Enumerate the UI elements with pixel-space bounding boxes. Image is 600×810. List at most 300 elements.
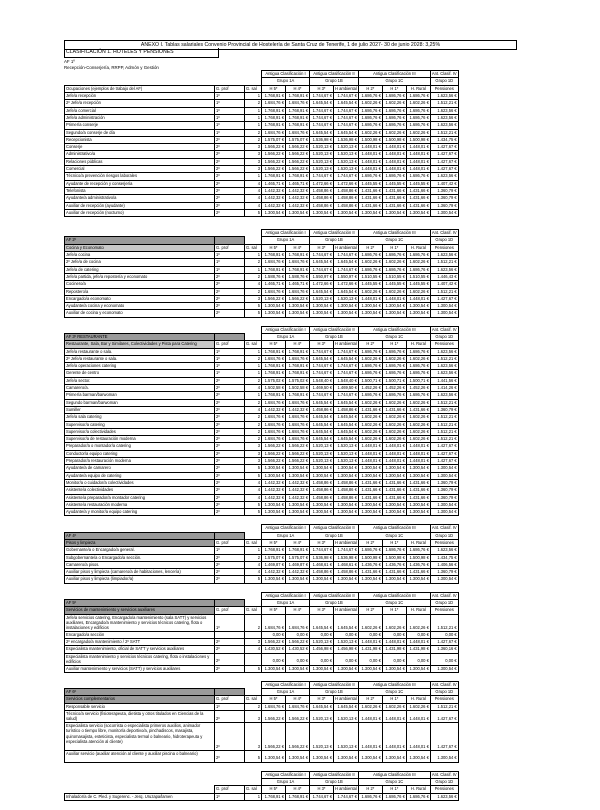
- g-sal-value: 1: [245, 93, 262, 100]
- g-prof-value: 2º: [215, 209, 245, 216]
- table-row: [65, 151, 459, 158]
- salary-value: 1.300,54 €: [286, 750, 310, 762]
- salary-value: 1.448,01 €: [382, 639, 406, 646]
- salary-value: 1.686,76 €: [406, 93, 430, 100]
- g-prof-value: 2º: [215, 202, 245, 209]
- occupation-label: Auxiliar pisos y limpieza (camarero/a de habitaciones, lencería): [65, 569, 215, 576]
- salary-value: 0,00 €: [382, 631, 406, 638]
- salary-value: 1.744,67 €: [310, 793, 334, 800]
- salary-sections: [64, 59, 600, 801]
- salary-value: 1.602,26 €: [406, 436, 430, 443]
- salary-value: 0,00 €: [286, 631, 310, 638]
- table-row: [65, 209, 459, 216]
- salary-value: 1.427,67 €: [430, 458, 458, 465]
- g-sal-value: 2: [245, 136, 262, 143]
- occupation-label: Auxiliar de recepción (nocturno): [65, 209, 215, 216]
- salary-value: 1.360,79 €: [430, 406, 458, 413]
- spacer: [245, 778, 262, 785]
- spacer: [65, 230, 215, 237]
- salary-value: 1.744,67 €: [334, 252, 359, 259]
- salary-value: 1.512,21 €: [430, 399, 458, 406]
- salary-value: 1.684,76 €: [286, 355, 310, 362]
- section-name: Servicios de mantenimiento y servicios auxiliares: [65, 607, 215, 614]
- salary-value: 1.448,01 €: [358, 158, 382, 165]
- salary-value: 1.623,56 €: [430, 348, 458, 355]
- subgroup-header: Grupo 1C: [358, 532, 430, 539]
- salary-value: 1.512,21 €: [430, 100, 458, 107]
- section-name: Recepción-Conserjería, RRPP, Admón y Gestión: [64, 64, 159, 70]
- salary-value: 0,00 €: [310, 631, 334, 638]
- table-row: [65, 750, 459, 762]
- g-prof-value: 1º: [215, 547, 245, 554]
- table-row: [65, 281, 459, 288]
- salary-value: 1.431,66 €: [406, 406, 430, 413]
- salary-value: 1.510,55 €: [358, 273, 382, 280]
- salary-value: 1.465,71 €: [262, 180, 286, 187]
- column-header: H. Rural: [406, 786, 430, 793]
- salary-value: 1.645,54 €: [334, 259, 359, 266]
- salary-value: 1.686,76 €: [358, 793, 382, 800]
- subgroup-header: Grupo 1B: [310, 78, 359, 85]
- salary-value: 1.427,67 €: [430, 711, 458, 723]
- occupation-label: Jefe/a sector.: [65, 377, 215, 384]
- column-header: H 4*: [286, 244, 310, 251]
- g-prof-value: 2º: [215, 665, 245, 672]
- salary-value: 1.448,01 €: [382, 443, 406, 450]
- salary-value: 1.300,54 €: [406, 472, 430, 479]
- salary-value: 1.300,54 €: [334, 472, 359, 479]
- salary-value: 1.448,01 €: [406, 639, 430, 646]
- table-row: [65, 295, 459, 302]
- salary-value: 1.431,98 €: [382, 646, 406, 653]
- salary-value: 1.602,26 €: [358, 355, 382, 362]
- g-sal-value: 2: [245, 399, 262, 406]
- salary-value: 1.500,98 €: [382, 554, 406, 561]
- salary-value: 1.623,56 €: [430, 392, 458, 399]
- salary-value: 1.520,13 €: [334, 639, 359, 646]
- salary-value: 1.645,54 €: [334, 428, 359, 435]
- salary-value: 1.684,76 €: [286, 614, 310, 631]
- salary-value: 1.458,86 €: [334, 406, 359, 413]
- spacer: [215, 230, 245, 237]
- salary-value: 1.686,76 €: [406, 363, 430, 370]
- salary-value: 1.430,52 €: [262, 646, 286, 653]
- salary-value: 1.744,67 €: [334, 348, 359, 355]
- subgroup-header: Grupo 1D: [430, 78, 458, 85]
- group-header: Antigua Clasificación I: [262, 525, 310, 532]
- salary-value: 1.448,01 €: [406, 458, 430, 465]
- table-row: [65, 639, 459, 646]
- salary-value: 1.442,32 €: [286, 202, 310, 209]
- salary-value: 1.431,66 €: [406, 187, 430, 194]
- salary-value: 1.768,91 €: [262, 266, 286, 273]
- salary-value: 1.512,21 €: [430, 421, 458, 428]
- subgroup-header: Grupo 1B: [310, 600, 359, 607]
- spacer: [245, 771, 262, 778]
- g-sal-value: 5: [245, 501, 262, 508]
- salary-value: 1.512,21 €: [430, 288, 458, 295]
- salary-value: 1.300,54 €: [334, 576, 359, 583]
- table-row: [65, 158, 459, 165]
- salary-value: 1.686,76 €: [382, 370, 406, 377]
- salary-value: 1.431,66 €: [406, 487, 430, 494]
- salary-value: 1.427,67 €: [430, 295, 458, 302]
- salary-section-table: [64, 229, 459, 318]
- occupation-label: Preparador/a o montador/a catering: [65, 443, 215, 450]
- salary-value: 1.768,91 €: [286, 252, 310, 259]
- salary-value: 1.520,13 €: [334, 151, 359, 158]
- occupation-label: Repostero/a: [65, 288, 215, 295]
- salary-value: 1.300,54 €: [430, 465, 458, 472]
- salary-value: 1.768,91 €: [262, 122, 286, 129]
- salary-value: 1.431,66 €: [358, 187, 382, 194]
- salary-value: 1.623,56 €: [430, 93, 458, 100]
- salary-value: 1.300,54 €: [406, 509, 430, 516]
- salary-section: [64, 592, 600, 673]
- g-sal-value: 4: [245, 569, 262, 576]
- column-header: H. Rural: [406, 696, 430, 703]
- salary-value: 1.623,56 €: [430, 252, 458, 259]
- group-header: Antigua Clasificación III: [358, 71, 430, 78]
- g-sal-value: 3: [245, 722, 262, 750]
- salary-value: 1.588,76 €: [262, 273, 286, 280]
- g-prof-value: 1º: [215, 122, 245, 129]
- salary-value: 1.602,26 €: [358, 414, 382, 421]
- salary-value: 1.431,66 €: [382, 479, 406, 486]
- salary-value: 1.684,76 €: [262, 614, 286, 631]
- salary-value: 1.686,76 €: [358, 370, 382, 377]
- salary-value: 1.768,91 €: [262, 793, 286, 800]
- salary-value: 1.686,76 €: [358, 266, 382, 273]
- occupation-label: Encargado/a economato: [65, 295, 215, 302]
- table-row: [65, 129, 459, 136]
- salary-value: 1.300,54 €: [382, 303, 406, 310]
- salary-value: 1.445,55 €: [382, 180, 406, 187]
- salary-value: 1.300,54 €: [262, 472, 286, 479]
- subgroup-header: Grupo 1B: [310, 237, 359, 244]
- table-row: [65, 202, 459, 209]
- column-header: Pensiones: [430, 607, 458, 614]
- salary-value: 1.458,86 €: [310, 195, 334, 202]
- salary-value: 1.360,79 €: [430, 202, 458, 209]
- salary-value: 1.602,26 €: [382, 100, 406, 107]
- salary-value: 1.602,26 €: [406, 428, 430, 435]
- table-row: [65, 443, 459, 450]
- salary-value: 1.465,71 €: [262, 281, 286, 288]
- spacer: [215, 326, 245, 333]
- group-header: Antigua Clasificación I: [262, 230, 310, 237]
- salary-value: 1.456,98 €: [334, 646, 359, 653]
- g-prof-value: 2º: [215, 561, 245, 568]
- g-prof-value: 2º: [215, 303, 245, 310]
- g-prof-value: 2º: [215, 310, 245, 317]
- salary-value: 1.686,76 €: [406, 173, 430, 180]
- salary-value: 1.684,76 €: [286, 259, 310, 266]
- spacer: [215, 689, 245, 696]
- salary-section: [64, 681, 600, 763]
- salary-value: 1.520,13 €: [334, 443, 359, 450]
- salary-value: 1.360,16 €: [430, 646, 458, 653]
- salary-value: 1.548,40 €: [334, 377, 359, 384]
- salary-value: 1.686,76 €: [358, 363, 382, 370]
- section-name: Restaurante, Sala, Bar y Similares, Colectividades y Pista para Catering: [65, 341, 215, 348]
- g-prof-value: 2º: [215, 554, 245, 561]
- spacer: [245, 592, 262, 599]
- salary-value: 1.448,01 €: [382, 711, 406, 723]
- occupation-label: Asistente/a restauración moderna: [65, 501, 215, 508]
- group-header: Antigua Clasificación II: [310, 326, 359, 333]
- salary-value: 1.744,67 €: [310, 370, 334, 377]
- group-header: Antigua Clasificación I: [262, 681, 310, 688]
- salary-value: 1.502,58 €: [262, 385, 286, 392]
- spacer: [215, 525, 245, 532]
- salary-value: 1.566,22 €: [262, 144, 286, 151]
- salary-value: 1.575,02 €: [286, 377, 310, 384]
- g-sal-header: G. sal: [245, 607, 262, 614]
- g-prof-value: 2º: [215, 501, 245, 508]
- salary-value: 1.768,91 €: [262, 93, 286, 100]
- salary-value: 1.566,22 €: [286, 151, 310, 158]
- salary-value: 1.500,98 €: [406, 554, 430, 561]
- salary-value: 1.768,91 €: [286, 547, 310, 554]
- salary-value: 1.602,26 €: [358, 288, 382, 295]
- salary-value: 1.300,54 €: [382, 501, 406, 508]
- subgroup-header: Grupo 1C: [358, 778, 430, 785]
- salary-value: 1.469,50 €: [334, 385, 359, 392]
- column-header: H. Rural: [406, 540, 430, 547]
- salary-value: 1.512,21 €: [430, 436, 458, 443]
- salary-value: 1.442,32 €: [286, 569, 310, 576]
- salary-section-table: [64, 70, 459, 217]
- g-prof-value: 2º: [215, 487, 245, 494]
- table-row: [65, 355, 459, 362]
- salary-value: 1.445,55 €: [406, 180, 430, 187]
- salary-value: 1.686,76 €: [406, 348, 430, 355]
- salary-value: 1.684,76 €: [262, 703, 286, 710]
- table-row: [65, 93, 459, 100]
- salary-value: 1.686,76 €: [406, 370, 430, 377]
- occupation-label: 2º Jefe/a de cocina: [65, 259, 215, 266]
- occupation-label: Supervisor/a colectividades: [65, 428, 215, 435]
- table-row: [65, 310, 459, 317]
- occupation-label: Responsable servicio: [65, 703, 215, 710]
- g-sal-value: 3: [245, 450, 262, 457]
- g-prof-value: 2º: [215, 458, 245, 465]
- salary-value: 0,00 €: [406, 631, 430, 638]
- g-prof-value: 2º: [215, 399, 245, 406]
- salary-value: 1.458,86 €: [334, 494, 359, 501]
- occupation-label: Ayudante/a administrativo/a: [65, 195, 215, 202]
- table-row: [65, 494, 459, 501]
- g-sal-value: 3: [245, 158, 262, 165]
- salary-value: 1.536,98 €: [310, 136, 334, 143]
- salary-value: 1.686,76 €: [382, 547, 406, 554]
- g-prof-value: 2º: [215, 479, 245, 486]
- section-area-label: AF 3º RESTAURANTE: [65, 333, 215, 340]
- salary-value: 1.468,61 €: [334, 561, 359, 568]
- table-row: [65, 703, 459, 710]
- table-row: [65, 465, 459, 472]
- salary-value: 1.520,13 €: [334, 295, 359, 302]
- salary-value: 1.456,98 €: [310, 646, 334, 653]
- salary-value: 1.445,55 €: [358, 180, 382, 187]
- table-row: [65, 173, 459, 180]
- column-header: H 1*: [382, 696, 406, 703]
- salary-value: 1.536,98 €: [334, 136, 359, 143]
- salary-value: 1.300,54 €: [430, 501, 458, 508]
- salary-value: 1.500,98 €: [358, 554, 382, 561]
- salary-value: 1.566,22 €: [286, 711, 310, 723]
- salary-value: 1.431,98 €: [406, 646, 430, 653]
- salary-value: 1.300,54 €: [406, 303, 430, 310]
- salary-value: 1.431,98 €: [358, 646, 382, 653]
- table-row: [65, 114, 459, 121]
- salary-value: 1.686,76 €: [406, 266, 430, 273]
- salary-value: 1.686,76 €: [382, 363, 406, 370]
- table-row: [65, 370, 459, 377]
- salary-value: 1.300,54 €: [382, 209, 406, 216]
- salary-value: 1.300,54 €: [406, 501, 430, 508]
- salary-value: 1.448,01 €: [406, 450, 430, 457]
- salary-value: 1.300,54 €: [262, 465, 286, 472]
- salary-value: 1.684,76 €: [262, 129, 286, 136]
- g-sal-value: 4: [245, 281, 262, 288]
- occupation-label: Jefe/a operaciones catering: [65, 363, 215, 370]
- occupation-label: Técnico/a servicio (fisioterapeuta, dietista y otros titulados en Ciencias de la salud): [65, 711, 215, 723]
- salary-value: 1.623,56 €: [430, 370, 458, 377]
- column-header: H ambiental: [335, 341, 357, 347]
- salary-value: 1.300,54 €: [430, 472, 458, 479]
- table-row: [65, 509, 459, 516]
- group-header: Antigua Clasificación III: [358, 230, 430, 237]
- column-header: H 5*: [262, 85, 286, 92]
- salary-value: 1.300,54 €: [430, 509, 458, 516]
- salary-section-table: [64, 326, 459, 517]
- salary-value: 1.458,86 €: [310, 406, 334, 413]
- g-sal-value: 4: [245, 646, 262, 653]
- salary-value: 1.684,76 €: [262, 428, 286, 435]
- salary-value: 1.520,13 €: [310, 443, 334, 450]
- table-row: [65, 646, 459, 653]
- g-prof-value: 2º: [215, 414, 245, 421]
- salary-value: 1.520,13 €: [334, 458, 359, 465]
- subgroup-header: Grupo 1B: [310, 333, 359, 340]
- g-sal-value: 4: [245, 187, 262, 194]
- section-area-label: AF 5º: [65, 600, 215, 607]
- salary-value: 1.566,22 €: [262, 166, 286, 173]
- salary-value: 1.623,56 €: [430, 114, 458, 121]
- salary-section: [64, 326, 600, 517]
- g-prof-value: 2º: [215, 443, 245, 450]
- spacer: [215, 71, 245, 78]
- spacer: [65, 592, 215, 599]
- salary-value: 1.360,79 €: [430, 479, 458, 486]
- salary-value: 1.623,56 €: [430, 173, 458, 180]
- occupation-label: Jefe/a comercial: [65, 107, 215, 114]
- salary-value: 1.744,67 €: [334, 107, 359, 114]
- salary-value: 1.300,54 €: [430, 310, 458, 317]
- occupation-label: Primer/a barman/barwoman: [65, 392, 215, 399]
- section-area-label: AF 1º: [64, 59, 75, 64]
- salary-value: 1.300,54 €: [358, 750, 382, 762]
- salary-value: 1.448,01 €: [406, 443, 430, 450]
- g-prof-value: 1º: [215, 614, 245, 631]
- salary-value: 1.431,66 €: [358, 494, 382, 501]
- salary-value: 1.602,26 €: [406, 355, 430, 362]
- salary-value: 1.686,76 €: [382, 107, 406, 114]
- subgroup-header: Grupo 1D: [430, 333, 458, 340]
- g-prof-value: 2º: [215, 569, 245, 576]
- salary-value: 1.686,76 €: [358, 107, 382, 114]
- salary-value: 1.300,54 €: [310, 501, 334, 508]
- spacer: [245, 333, 262, 340]
- salary-value: 1.360,79 €: [430, 187, 458, 194]
- column-header: H 2*: [358, 85, 382, 92]
- salary-value: 1.445,55 €: [406, 281, 430, 288]
- occupation-label: Telefonista: [65, 187, 215, 194]
- salary-value: 1.436,76 €: [382, 561, 406, 568]
- salary-value: 1.602,26 €: [358, 129, 382, 136]
- salary-value: 1.300,54 €: [358, 576, 382, 583]
- g-sal-value: 2: [245, 129, 262, 136]
- salary-value: 1.744,67 €: [310, 114, 334, 121]
- column-header: H. Rural: [406, 85, 430, 92]
- salary-value: 1.427,67 €: [430, 450, 458, 457]
- table-row: [65, 722, 459, 750]
- occupation-label: Preparador/a restauración moderna: [65, 458, 215, 465]
- salary-value: 1.686,76 €: [406, 547, 430, 554]
- salary-value: 1.427,67 €: [430, 151, 458, 158]
- salary-value: 1.300,54 €: [262, 750, 286, 762]
- g-sal-value: 4: [245, 195, 262, 202]
- occupation-label: Jefe/a sala catering: [65, 414, 215, 421]
- salary-section: [64, 229, 600, 318]
- salary-value: 1.645,54 €: [334, 436, 359, 443]
- salary-value: 1.300,54 €: [310, 665, 334, 672]
- group-header: Antigua Clasificación I: [262, 71, 310, 78]
- group-header: Antigua Clasificación III: [358, 681, 430, 688]
- salary-value: 1.686,76 €: [382, 266, 406, 273]
- column-header: H. Rural: [406, 341, 430, 348]
- group-header: Antigua Clasificación II: [310, 525, 359, 532]
- salary-value: 1.458,86 €: [310, 494, 334, 501]
- spacer: [215, 78, 245, 85]
- salary-value: 1.300,54 €: [406, 465, 430, 472]
- g-prof-value: 2º: [215, 576, 245, 583]
- g-prof-value: 1º: [215, 363, 245, 370]
- g-prof-value: 2º: [215, 180, 245, 187]
- g-prof-value: 2º: [215, 295, 245, 302]
- g-sal-value: 1: [245, 173, 262, 180]
- salary-value: 1.744,67 €: [310, 547, 334, 554]
- g-prof-value: 2º: [215, 653, 245, 665]
- column-header: H 4*: [286, 341, 310, 348]
- g-prof-value: 2º: [215, 281, 245, 288]
- salary-value: 0,00 €: [430, 631, 458, 638]
- salary-value: 1.645,54 €: [310, 100, 334, 107]
- group-header: Ant. Clasif. IV: [431, 771, 457, 777]
- spacer: [65, 681, 215, 688]
- salary-value: 1.566,22 €: [286, 295, 310, 302]
- salary-value: 1.686,76 €: [358, 252, 382, 259]
- salary-value: 1.300,54 €: [310, 303, 334, 310]
- g-prof-value: 2º: [215, 711, 245, 723]
- spacer: [65, 771, 215, 778]
- table-row: [65, 187, 459, 194]
- salary-value: 1.684,76 €: [262, 288, 286, 295]
- salary-value: 1.684,76 €: [262, 399, 286, 406]
- salary-value: 1.575,07 €: [262, 554, 286, 561]
